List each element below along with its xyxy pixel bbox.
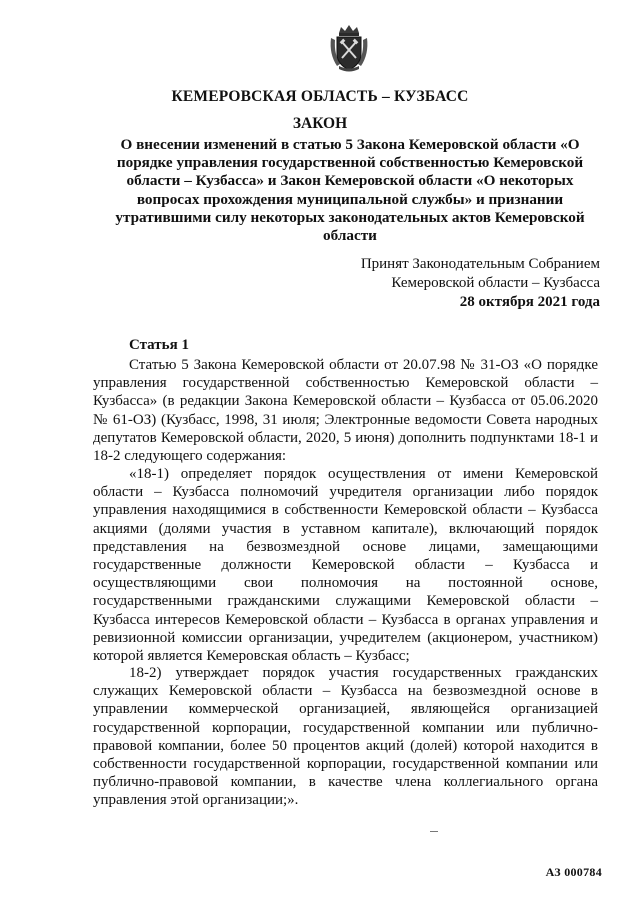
coat-of-arms-emblem [327,24,371,72]
adoption-date: 28 октября 2021 года [459,294,600,310]
adoption-line-1: Принят Законодательным Собранием [360,256,600,272]
paragraph-text: 18-2) утверждает порядок участия государственных гражданских служащих Кемеровской области – Кузбасса на безвозмездной основе в управлении коммерческой организацией, являющейся организацией государственной корпорации, государственной компании или публично-правовой компании, более 50 процентов акций (долей) которой находится в собственности государственной корпорации, государственной компании или публично-правовой компании, в качестве члена коллегиального органа управления этой организации;». [93,665,598,809]
adoption-line-2: Кемеровской области – Кузбасса [391,275,600,291]
paragraph-text: «18-1) определяет порядок осуществления от имени Кемеровской области – Кузбасса полномочий учредителя организации либо порядок управления находящимися в собственности Кемеровской области – Кузбасса акциями (долями участия в уставном капитале), включающий порядок представления на безвозмездной основе лицами, замещающими государственные должности Кемеровской области – Кузбасса и осуществляющими свои полномочия на постоянной основе, государственными гражданскими служащими Кемеровской области – Кузбасса интересов Кемеровской области – Кузбасса в органах управления и ревизионной комиссии организации, учредителем (акционером, участником) которой является Кемеровская область – Кузбасс; [93,466,598,665]
serial-number: АЗ 000784 [545,865,602,879]
article-paragraph-2 [93,465,598,665]
article-paragraph-1 [93,356,598,465]
article-paragraph-3 [93,664,598,810]
paragraph-text: Статью 5 Закона Кемеровской области от 20.07.98 № 31-ОЗ «О порядке управления государственной собственностью Кемеровской области – Кузбасса» (в редакции Закона Кемеровской области – Кузбасса от 05.06.2020 № 61-ОЗ) (Кузбасс, 1998, 31 июля; Электронные ведомости Совета народных депутатов Кемеровской области, 2020, 5 июня) дополнить подпунктами 18-1 и 18-2 следующего содержания: [93,357,598,465]
region-title: КЕМЕРОВСКАЯ ОБЛАСТЬ – КУЗБАСС [171,88,469,105]
document-type: ЗАКОН [292,115,348,132]
article-heading: Статья 1 [129,337,189,353]
adoption-block [361,255,600,312]
law-title: О внесении изменений в статью 5 Закона Кемеровской области «О порядке управления государственной собственностью Кемеровской области – Кузбасса» и Закон Кемеровской области «О некоторых вопросах прохождения муниципальной службы» и признании утратившими силу некоторых законодательных актов Кемеровской области [115,136,585,245]
page-mark [430,831,438,832]
